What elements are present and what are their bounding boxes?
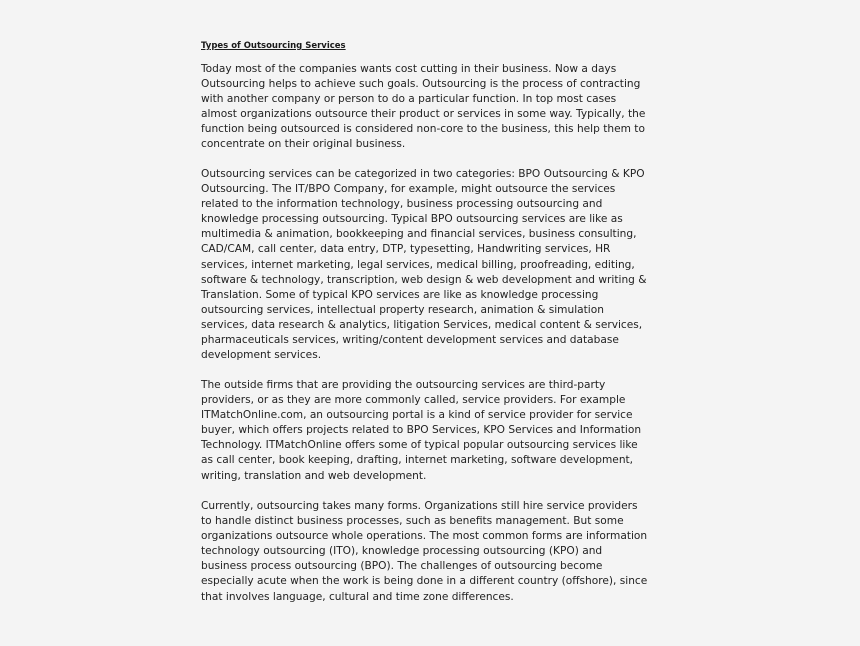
paragraph-line: Outsourcing services can be categorized in two categories: BPO Outsourcing & KPO [201, 168, 645, 180]
paragraph-line: function being outsourced is considered non-core to the business, this help them to [201, 123, 645, 136]
paragraph-line: Outsourcing. The IT/BPO Company, for example, might outsource the services [201, 183, 616, 196]
paragraph-line: Outsourcing helps to achieve such goals. Outsourcing is the process of contracting [201, 78, 641, 91]
paragraph-line: that involves language, cultural and time zone differences. [201, 590, 514, 603]
paragraph-4 [201, 499, 671, 605]
paragraph-1 [201, 62, 671, 153]
paragraph-3 [201, 378, 671, 484]
paragraph-line: knowledge processing outsourcing. Typical BPO outsourcing services are like as [201, 213, 623, 226]
paragraph-line: software & technology, transcription, web design & web development and writing & [201, 273, 647, 286]
paragraph-line: organizations outsource whole operations. The most common forms are information [201, 530, 648, 543]
paragraph-line: almost organizations outsource their product or services in some way. Typically, the [201, 108, 646, 121]
paragraph-line: buyer, which offers projects related to BPO Services, KPO Services and Information [201, 424, 642, 437]
paragraph-line: business process outsourcing (BPO). The challenges of outsourcing become [201, 560, 603, 573]
paragraph-line: Technology. ITMatchOnline offers some of typical popular outsourcing services like [201, 439, 638, 452]
paragraph-line: ITMatchOnline.com, an outsourcing portal is a kind of service provider for service [201, 409, 633, 422]
paragraph-line: as call center, book keeping, drafting, internet marketing, software development, [201, 454, 634, 467]
paragraph-line: services, internet marketing, legal services, medical billing, proofreading, editing, [201, 258, 635, 271]
paragraph-line: Today most of the companies wants cost cutting in their business. Now a days [201, 63, 617, 75]
paragraph-line: Currently, outsourcing takes many forms. Organizations still hire service providers [201, 500, 638, 512]
paragraph-2 [201, 167, 671, 363]
paragraph-line: to handle distinct business processes, such as benefits management. But some [201, 515, 624, 528]
paragraph-line: providers, or as they are more commonly called, service providers. For example [201, 394, 626, 407]
paragraph-line: technology outsourcing (ITO), knowledge processing outsourcing (KPO) and [201, 545, 603, 558]
paragraph-line: multimedia & animation, bookkeeping and financial services, business consulting, [201, 228, 637, 241]
paragraph-line: CAD/CAM, call center, data entry, DTP, typesetting, Handwriting services, HR [201, 243, 611, 256]
paragraph-line: writing, translation and web development. [201, 469, 427, 482]
paragraph-line: pharmaceuticals services, writing/content development services and database [201, 334, 619, 347]
paragraph-line: outsourcing services, intellectual property research, animation & simulation [201, 303, 604, 316]
paragraph-line: services, data research & analytics, litigation Services, medical content & services, [201, 318, 643, 331]
paragraph-line: Translation. Some of typical KPO services are like as knowledge processing [201, 288, 599, 301]
paragraph-line: related to the information technology, business processing outsourcing and [201, 198, 603, 211]
paragraph-line: concentrate on their original business. [201, 138, 406, 151]
paragraph-line: especially acute when the work is being done in a different country (offshore), since [201, 575, 648, 588]
document-heading: Types of Outsourcing Services [201, 41, 346, 51]
paragraph-line: The outside firms that are providing the outsourcing services are third-party [201, 379, 606, 391]
paragraph-line: with another company or person to do a particular function. In top most cases [201, 93, 617, 106]
paragraph-line: development services. [201, 349, 322, 362]
